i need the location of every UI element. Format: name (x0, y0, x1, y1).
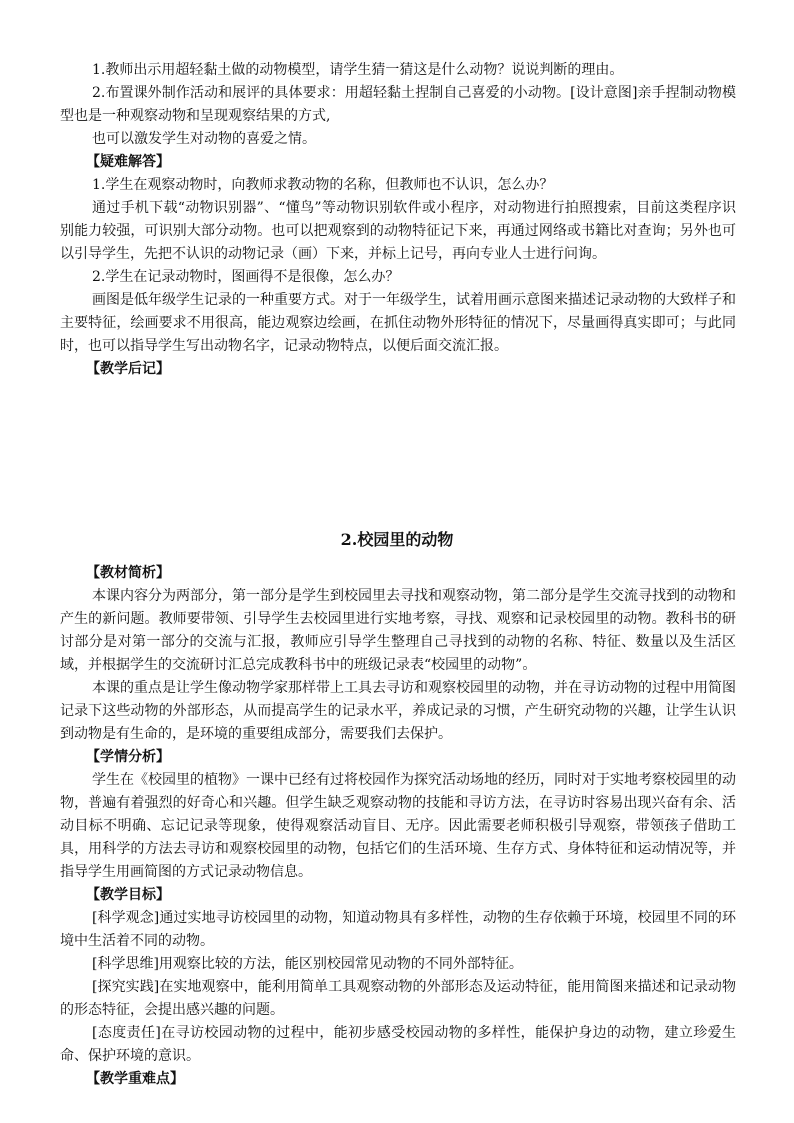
question-2: 2.学生在记录动物时，图画得不是很像，怎么办？ (92, 269, 400, 285)
heading-student-analysis: 【学情分析】 (86, 749, 170, 765)
paragraph-design-intent: 也可以激发学生对动物的喜爱之情。 (92, 131, 316, 147)
goal-science-thinking: [科学思维]用观察比较的方法，能区别校园常见动物的不同外部特征。 (92, 956, 523, 972)
heading-key-points: 【教学重难点】 (86, 1071, 184, 1087)
heading-teaching-goals: 【教学目标】 (86, 887, 170, 903)
goal-attitude-responsibility: [态度责任]在寻访校园动物的过程中，能初步感受校园动物的多样性，能保护身边的动物，建立珍爱生命、保护环境的意识。 (60, 1025, 736, 1064)
paragraph-activity-2: 2.布置课外制作活动和展评的具体要求：用超轻黏土捏制自己喜爱的小动物。[设计意图]亲手捏制动物模型也是一种观察动物和呈现观察结果的方式, (60, 85, 736, 124)
heading-qa: 【疑难解答】 (86, 154, 170, 170)
heading-material-analysis: 【教材简析】 (86, 565, 170, 581)
lesson-title: 2.校园里的动物 (340, 530, 454, 549)
question-1: 1.学生在观察动物时，向教师求教动物的名称，但教师也不认识，怎么办？ (92, 177, 554, 193)
answer-2: 画图是低年级学生记录的一种重要方式。对于一年级学生，试着用画示意图来描述记录动物的大致样子和主要特征，绘画要求不用很高，能边观察边绘画，在抓住动物外形特征的情况下，尽量画得真实即可；与此同时，也可以指导学生写出动物名字，记录动物特点，以便后面交流汇报。 (60, 292, 736, 354)
goal-inquiry-practice: [探究实践]在实地观察中，能利用简单工具观察动物的外部形态及运动特征，能用简图来描述和记录动物的形态特征，会提出感兴趣的问题。 (60, 979, 736, 1018)
heading-teaching-notes: 【教学后记】 (86, 361, 170, 377)
paragraph-student-analysis: 学生在《校园里的植物》一课中已经有过将校园作为探究活动场地的经历，同时对于实地考察校园里的动物，普遍有着强烈的好奇心和兴趣。但学生缺乏观察动物的技能和寻访方法，在寻访时容易出现兴奋有余、活动目标不明确、忘记记录等现象，使得观察活动盲目、无序。因此需要老师积极引导观察，带领孩子借助工具，用科学的方法去寻访和观察校园里的动物，包括它们的生活环境、生存方式、身体特征和运动情况等，并指导学生用画简图的方式记录动物信息。 (60, 772, 736, 880)
answer-1: 通过手机下载“动物识别器”、“懂鸟”等动物识别软件或小程序，对动物进行拍照搜索，目前这类程序识别能力较强，可识别大部分动物。也可以把观察到的动物特征记下来，再通过网络或书籍比对查询；另外也可以引导学生，先把不认识的动物记录（画）下来，并标上记号，再向专业人士进行问询。 (60, 200, 736, 262)
goal-science-concept: [科学观念]通过实地寻访校园里的动物，知道动物具有多样性，动物的生存依赖于环境，校园里不同的环境中生活着不同的动物。 (60, 910, 736, 949)
paragraph-activity-1: 1.教师出示用超轻黏土做的动物模型，请学生猜一猜这是什么动物？说说判断的理由。 (92, 62, 624, 78)
paragraph-analysis-2: 本课的重点是让学生像动物学家那样带上工具去寻访和观察校园里的动物，并在寻访动物的过程中用简图记录下这些动物的外部形态，从而提高学生的记录水平，养成记录的习惯，产生研究动物的兴趣，让学生认识到动物是有生命的，是环境的重要组成部分，需要我们去保护。 (60, 680, 736, 742)
paragraph-analysis-1: 本课内容分为两部分，第一部分是学生到校园里去寻找和观察动物，第二部分是学生交流寻找到的动物和产生的新问题。教师要带领、引导学生去校园里进行实地考察，寻找、观察和记录校园里的动物。教科书的研讨部分是对第一部分的交流与汇报，教师应引导学生整理自己寻找到的动物的名称、特征、数量以及生活区域，并根据学生的交流研讨汇总完成教科书中的班级记录表“校园里的动物”。 (60, 588, 736, 673)
top-section (60, 59, 736, 381)
lesson-section (60, 562, 736, 1091)
